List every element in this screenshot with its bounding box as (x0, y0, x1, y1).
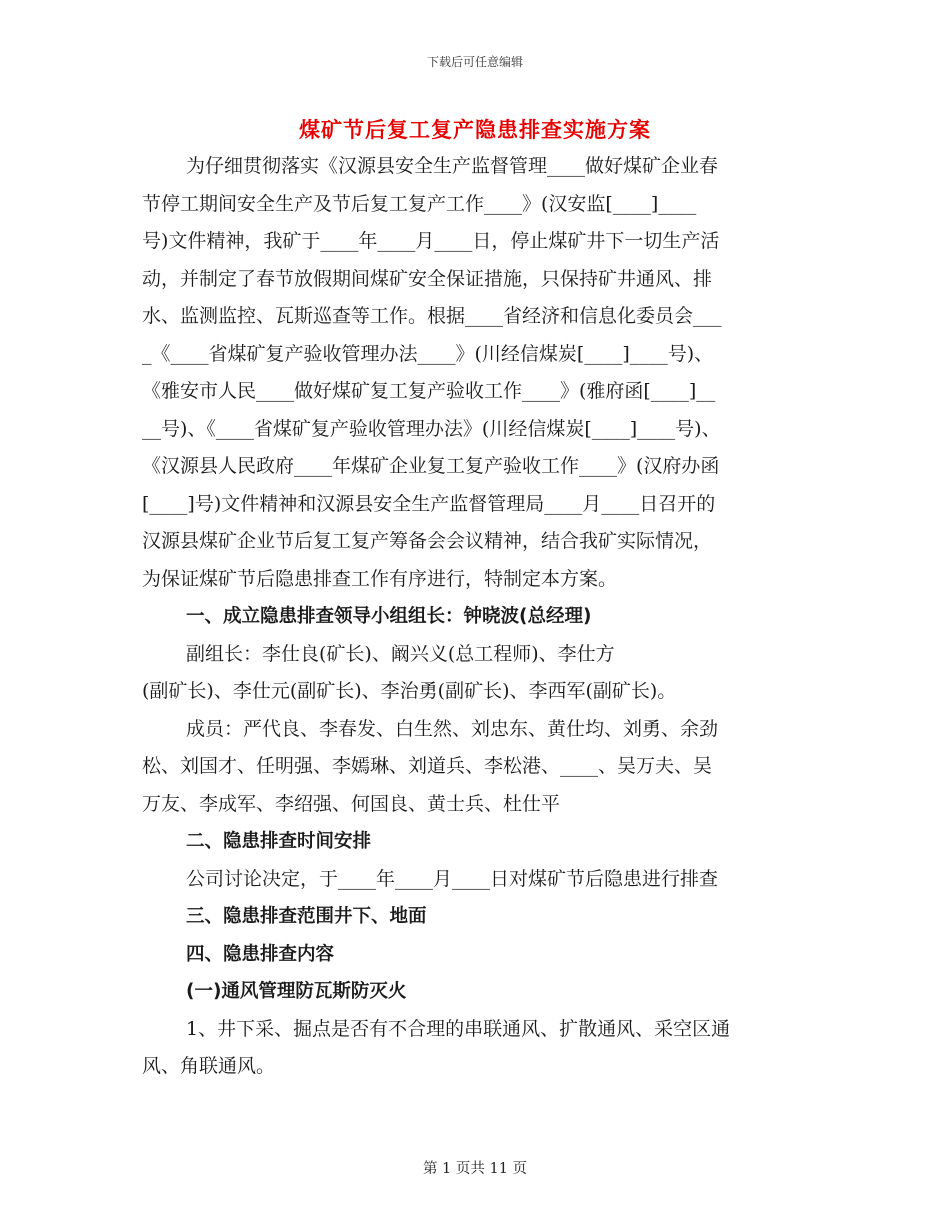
body-line: 节停工期间安全生产及节后复工复产工作____》(汉安监[____]____ (142, 192, 697, 215)
section-heading: 一、成立隐患排查领导小组组长：钟晓波(总经理) (186, 606, 592, 627)
document-title: 煤矿节后复工复产隐患排查实施方案 (299, 118, 651, 142)
body-line: 《汉源县人民政府____年煤矿企业复工复产验收工作____》(汉府办函 (142, 455, 720, 477)
section-heading: 四、隐患排查内容 (186, 943, 335, 965)
body-line: [____]号)文件精神和汉源县安全生产监督管理局____月____日召开的 (142, 492, 716, 515)
body-line: _《____省煤矿复产验收管理办法____》(川经信煤炭[____]____号)、 (142, 342, 714, 365)
body-line: 副组长：李仕良(矿长)、阚兴义(总工程师)、李仕方 (186, 642, 615, 665)
body-line: __号)、《____省煤矿复产验收管理办法》(川经信煤炭[____]____号)、 (142, 417, 721, 440)
page-footer: 第 1 页共 11 页 (422, 1161, 528, 1177)
body-line: 为保证煤矿节后隐患排查工作有序进行，特制定本方案。 (142, 567, 618, 590)
body-line: 为仔细贯彻落实《汉源县安全生产监督管理____做好煤矿企业春 (186, 155, 719, 177)
section-heading: 三、隐患排查范围井下、地面 (186, 906, 427, 927)
body-line: 号)文件精神，我矿于____年____月____日，停止煤矿井下一切生产活 (142, 230, 720, 252)
page-header: 下载后可任意编辑 (426, 55, 523, 69)
body-line: 水、监测监控、瓦斯巡查等工作。根据____省经济和信息化委员会___ (142, 305, 722, 327)
document-body (142, 148, 812, 1086)
section-heading: 二、隐患排查时间安排 (186, 831, 372, 852)
body-line: 《雅安市人民____做好煤矿复工复产验收工作____》(雅府函[____]__ (142, 380, 716, 402)
body-line: 风、角联通风。 (142, 1055, 276, 1077)
body-line: 万友、李成军、李绍强、何国良、黄士兵、杜仕平 (142, 792, 561, 815)
body-line: 动，并制定了春节放假期间煤矿安全保证措施，只保持矿井通风、排 (142, 267, 713, 290)
body-line: 汉源县煤矿企业节后复工复产筹备会会议精神，结合我矿实际情况， (142, 530, 713, 552)
body-line: 1、井下采、掘点是否有不合理的串联通风、扩散通风、采空区通 (186, 1017, 731, 1040)
body-line: 松、刘国才、任明强、李嫣琳、刘道兵、李松港、____、吴万夫、吴 (142, 755, 713, 777)
body-line: (副矿长)、李仕元(副矿长)、李治勇(副矿长)、李西军(副矿长)。 (142, 680, 677, 702)
body-line: 公司讨论决定，于____年____月____日对煤矿节后隐患进行排查 (186, 867, 719, 890)
section-heading: (一)通风管理防瓦斯防灭火 (186, 981, 407, 1002)
body-line: 成员：严代良、李春发、白生然、刘忠东、黄仕均、刘勇、余劲 (186, 717, 719, 740)
